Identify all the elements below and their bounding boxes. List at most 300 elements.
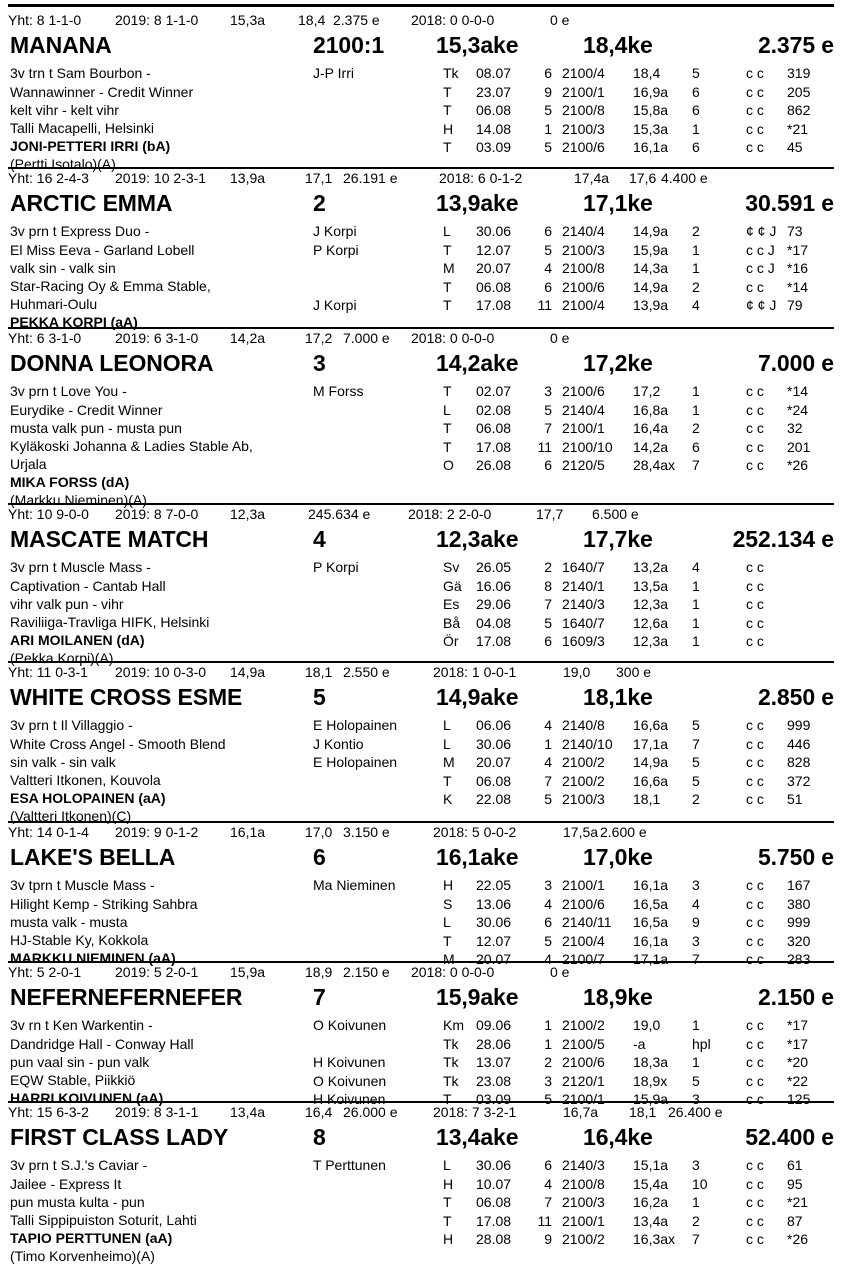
- start-track-number: 3: [544, 877, 552, 893]
- start-driver: O Koivunen: [313, 1017, 387, 1033]
- start-odds: 828: [787, 754, 811, 770]
- stats-field: Yht: 16 2-4-3: [8, 170, 89, 186]
- start-track: M: [443, 754, 455, 770]
- best-time: 13,9ake: [436, 190, 519, 216]
- start-distance: 1609/3: [562, 633, 605, 649]
- stats-field: 19,0: [563, 664, 591, 680]
- start-placing: 1: [692, 614, 700, 631]
- start-track-number: 2: [544, 559, 552, 575]
- start-placing: 1: [692, 1017, 700, 1033]
- start-shoes: c c: [746, 65, 764, 81]
- start-time: 12,3a: [633, 596, 669, 612]
- start-track-number: 4: [544, 754, 552, 770]
- entry-divider: [8, 821, 834, 823]
- start-date: 10.07: [476, 1175, 512, 1192]
- start-number: 6: [313, 844, 326, 870]
- stats-field: 18,1: [305, 664, 333, 680]
- stats-field: 15,3a: [230, 12, 266, 28]
- best-time: 15,9ake: [436, 984, 519, 1010]
- start-shoes: c c: [746, 278, 764, 295]
- start-track-number: 5: [544, 932, 552, 949]
- start-time: 16,4a: [633, 420, 669, 436]
- start-odds: *22: [787, 1072, 809, 1089]
- stats-field: 15,9a: [230, 964, 266, 980]
- start-track-number: 5: [544, 401, 552, 418]
- start-distance: 2100/3: [562, 241, 605, 258]
- start-placing: 9: [692, 914, 700, 930]
- stats-field: 0 e: [550, 330, 570, 346]
- start-date: 06.08: [476, 102, 512, 118]
- start-track-number: 9: [544, 1231, 552, 1247]
- start-placing: 1: [692, 633, 700, 649]
- start-track-number: 3: [544, 1072, 552, 1089]
- start-track: T: [443, 1194, 452, 1210]
- start-placing: 3: [692, 932, 700, 949]
- start-distance: 2100/1: [562, 420, 605, 436]
- start-time: 17,1a: [633, 951, 669, 967]
- start-placing: 7: [692, 951, 700, 967]
- start-time: 18,9x: [633, 1072, 668, 1089]
- stats-field: Yht: 15 6-3-2: [8, 1104, 89, 1120]
- stats-field: 4.400 e: [661, 170, 708, 186]
- best-time: 16,1ake: [436, 844, 519, 870]
- start-date: 30.06: [476, 223, 512, 239]
- start-track-number: 6: [544, 457, 552, 473]
- start-time: 12,3a: [633, 633, 669, 649]
- horse-info-line: Wannawinner - Credit Winner: [10, 84, 194, 100]
- start-track: Sv: [443, 559, 460, 575]
- total-earnings: 30.591 e: [745, 190, 834, 216]
- horse-info-line: Talli Macapelli, Helsinki: [10, 120, 154, 136]
- average-time: 18,9ke: [583, 984, 653, 1010]
- average-time: 17,1ke: [583, 190, 653, 216]
- trainer-driver: JONI-PETTERI IRRI (bA): [10, 138, 171, 154]
- best-time: 14,2ake: [436, 350, 519, 376]
- start-driver: J Korpi: [313, 297, 357, 313]
- start-shoes: c c: [746, 596, 764, 612]
- start-track: H: [443, 877, 454, 893]
- stats-field: 0 e: [550, 964, 570, 980]
- start-odds: *21: [787, 120, 809, 137]
- start-track-number: 5: [544, 139, 552, 155]
- stats-field: 2.550 e: [343, 664, 390, 680]
- start-shoes: ¢ ¢ J: [746, 297, 777, 313]
- start-placing: 1: [692, 383, 700, 399]
- start-date: 06.08: [476, 420, 512, 436]
- horse-info-line: 3v prn t S.J.'s Caviar -: [10, 1157, 148, 1173]
- horse-info-line: Dandridge Hall - Conway Hall: [10, 1036, 194, 1052]
- start-distance: 2140/3: [562, 596, 605, 612]
- start-placing: 6: [692, 438, 700, 455]
- start-track-number: 4: [544, 1175, 552, 1192]
- race-program-page: [8, 0, 834, 1264]
- start-shoes: c c: [746, 633, 764, 649]
- start-driver: J-P Irri: [313, 65, 354, 81]
- stats-field: 2019: 8 1-1-0: [115, 12, 199, 28]
- start-odds: *16: [787, 260, 809, 276]
- trainer-driver: MARKKU NIEMINEN (aA): [10, 950, 176, 966]
- average-time: 17,0ke: [583, 844, 653, 870]
- start-odds: 51: [787, 791, 803, 807]
- start-date: 06.08: [476, 278, 512, 295]
- start-distance: 2120/5: [562, 457, 605, 473]
- start-distance: 2100/10: [562, 438, 613, 455]
- start-track: Tk: [443, 65, 459, 81]
- stats-field: 2019: 6 3-1-0: [115, 330, 199, 346]
- start-shoes: c c: [746, 1072, 764, 1089]
- start-distance: 2100/3: [562, 791, 605, 807]
- total-earnings: 52.400 e: [745, 1124, 834, 1150]
- start-track-number: 7: [544, 772, 552, 789]
- stats-field: Yht: 5 2-0-1: [8, 964, 82, 980]
- start-placing: 4: [692, 297, 700, 313]
- start-track-number: 7: [544, 420, 552, 436]
- start-shoes: c c: [746, 1017, 764, 1033]
- start-driver: O Koivunen: [313, 1072, 387, 1089]
- start-placing: 6: [692, 83, 700, 100]
- start-distance: 2120/1: [562, 1072, 605, 1089]
- start-track-number: 11: [537, 438, 552, 455]
- start-track: L: [443, 717, 451, 733]
- start-odds: 446: [787, 735, 811, 752]
- start-placing: 5: [692, 1072, 700, 1089]
- start-time: 18,3a: [633, 1054, 669, 1070]
- start-distance: 2140/4: [562, 401, 605, 418]
- stats-field: 18,1: [629, 1104, 657, 1120]
- horse-info-line: El Miss Eeva - Garland Lobell: [10, 242, 195, 258]
- start-time: 28,4ax: [633, 457, 676, 473]
- start-shoes: c c: [746, 1035, 764, 1052]
- start-distance: 2140/11: [562, 914, 612, 930]
- stats-field: 26.191 e: [343, 170, 398, 186]
- start-shoes: c c J: [746, 241, 775, 258]
- start-odds: *24: [787, 401, 809, 418]
- stats-field: 18,9: [305, 964, 333, 980]
- start-distance: 2100/2: [562, 1231, 605, 1247]
- stats-field: 2019: 5 2-0-1: [115, 964, 199, 980]
- start-time: 14,9a: [633, 223, 669, 239]
- stats-field: 245.634 e: [308, 506, 371, 522]
- horse-info-line: Kyläkoski Johanna & Ladies Stable Ab,: [10, 438, 253, 454]
- start-odds: *17: [787, 1035, 809, 1052]
- start-distance: 2100/8: [562, 102, 605, 118]
- start-date: 26.08: [476, 457, 512, 473]
- start-track: T: [443, 102, 452, 118]
- stats-field: 2019: 8 7-0-0: [115, 506, 199, 522]
- start-distance: 2100/8: [562, 260, 605, 276]
- start-shoes: c c: [746, 1157, 764, 1173]
- start-shoes: c c: [746, 791, 764, 807]
- stats-field: Yht: 8 1-1-0: [8, 12, 82, 28]
- start-date: 13.07: [476, 1054, 512, 1070]
- stats-field: 17,4a: [574, 170, 610, 186]
- start-shoes: c c: [746, 932, 764, 949]
- start-track: T: [443, 1212, 452, 1229]
- start-time: 14,9a: [633, 278, 669, 295]
- trainer-driver: ESA HOLOPAINEN (aA): [10, 790, 166, 806]
- stats-field: Yht: 6 3-1-0: [8, 330, 82, 346]
- start-time: 13,4a: [633, 1212, 669, 1229]
- start-track: L: [443, 1157, 451, 1173]
- start-distance: 2100/1: [562, 1212, 605, 1229]
- start-placing: 1: [692, 1194, 700, 1210]
- start-distance: 2100/1: [562, 1091, 605, 1107]
- stats-field: 26.400 e: [668, 1104, 723, 1120]
- start-odds: 372: [787, 772, 811, 789]
- start-time: 14,2a: [633, 438, 669, 455]
- horse-name: ARCTIC EMMA: [10, 190, 173, 216]
- average-time: 18,4ke: [583, 32, 653, 58]
- horse-info-line: musta valk - musta: [10, 914, 128, 930]
- start-track: T: [443, 241, 452, 258]
- start-track-number: 4: [544, 895, 552, 912]
- start-time: 15,4a: [633, 1175, 669, 1192]
- start-distance: 2100/4: [562, 932, 605, 949]
- start-shoes: c c: [746, 457, 764, 473]
- horse-info-line: pun vaal sin - pun valk: [10, 1054, 150, 1070]
- entry-divider: [8, 167, 834, 169]
- start-placing: 2: [692, 278, 700, 295]
- start-odds: 283: [787, 951, 811, 967]
- start-date: 13.06: [476, 895, 512, 912]
- start-driver: P Korpi: [313, 241, 359, 258]
- start-date: 17.08: [476, 1212, 512, 1229]
- total-earnings: 2.850 e: [757, 684, 834, 710]
- start-placing: 1: [692, 241, 700, 258]
- start-track: Tk: [443, 1035, 459, 1052]
- start-time: -a: [633, 1035, 646, 1052]
- start-placing: 1: [692, 596, 700, 612]
- start-track: O: [443, 457, 454, 473]
- horse-info-line: (Pekka Korpi)(A): [10, 650, 114, 666]
- start-shoes: c c J: [746, 260, 775, 276]
- stats-field: 2018: 0 0-0-0: [411, 12, 495, 28]
- start-distance: 2100/6: [562, 383, 605, 399]
- horse-info-line: Captivation - Cantab Hall: [10, 578, 166, 594]
- start-distance: 2140/1: [562, 577, 605, 594]
- start-driver: H Koivunen: [313, 1091, 386, 1107]
- start-track-number: 6: [544, 65, 552, 81]
- start-track: Tk: [443, 1054, 459, 1070]
- stats-field: 2018: 6 0-1-2: [439, 170, 523, 186]
- start-time: 15,8a: [633, 102, 669, 118]
- start-number: 5: [313, 684, 326, 710]
- start-shoes: c c: [746, 1054, 764, 1070]
- stats-field: 13,4a: [230, 1104, 266, 1120]
- stats-field: 17,5a: [563, 824, 599, 840]
- total-earnings: 5.750 e: [757, 844, 834, 870]
- start-track: S: [443, 895, 453, 912]
- horse-info-line: Urjala: [10, 456, 47, 472]
- entry-divider: [8, 661, 834, 663]
- stats-field: 14,2a: [230, 330, 266, 346]
- start-distance: 2100/6: [562, 1054, 605, 1070]
- start-track-number: 7: [544, 596, 552, 612]
- start-track-number: 11: [537, 1212, 552, 1229]
- start-date: 22.08: [476, 791, 512, 807]
- stats-field: 17,0: [305, 824, 333, 840]
- start-driver: T Perttunen: [313, 1157, 386, 1173]
- start-date: 20.07: [476, 260, 512, 276]
- trainer-driver: ARI MOILANEN (dA): [10, 632, 145, 648]
- start-driver: H Koivunen: [313, 1054, 386, 1070]
- start-track: Gä: [443, 577, 462, 594]
- start-time: 16,9a: [633, 83, 669, 100]
- start-shoes: c c: [746, 1194, 764, 1210]
- horse-info-line: Raviliiga-Travliga HIFK, Helsinki: [10, 614, 210, 630]
- start-distance: 2100/7: [562, 951, 605, 967]
- start-placing: 7: [692, 735, 700, 752]
- stats-field: 2019: 8 3-1-1: [115, 1104, 199, 1120]
- start-time: 13,2a: [633, 559, 669, 575]
- horse-info-line: musta valk pun - musta pun: [10, 420, 182, 436]
- start-shoes: c c: [746, 1175, 764, 1192]
- start-distance: 2100/6: [562, 278, 605, 295]
- start-time: 16,5a: [633, 914, 669, 930]
- start-time: 16,1a: [633, 932, 669, 949]
- start-distance: 2100/4: [562, 297, 605, 313]
- start-shoes: c c: [746, 559, 764, 575]
- start-shoes: ¢ ¢ J: [746, 223, 777, 239]
- total-earnings: 7.000 e: [757, 350, 834, 376]
- stats-field: 2018: 7 3-2-1: [433, 1104, 517, 1120]
- start-date: 06.08: [476, 1194, 512, 1210]
- average-time: 18,1ke: [583, 684, 653, 710]
- start-time: 16,1a: [633, 877, 669, 893]
- stats-field: 2.150 e: [343, 964, 390, 980]
- start-track-number: 4: [544, 717, 552, 733]
- start-track: T: [443, 383, 452, 399]
- start-odds: 999: [787, 717, 811, 733]
- start-track-number: 9: [544, 83, 552, 100]
- start-odds: 32: [787, 420, 803, 436]
- start-placing: 5: [692, 717, 700, 733]
- start-date: 23.08: [476, 1072, 512, 1089]
- horse-info-line: vihr valk pun - vihr: [10, 596, 124, 612]
- horse-name: DONNA LEONORA: [10, 350, 214, 376]
- start-time: 16,6a: [633, 772, 669, 789]
- start-track-number: 11: [537, 297, 552, 313]
- horse-info-line: 3v prn t Il Villaggio -: [10, 717, 133, 733]
- start-number: 7: [313, 984, 326, 1010]
- horse-name: MASCATE MATCH: [10, 526, 209, 552]
- stats-field: 17,2: [305, 330, 333, 346]
- start-distance: 2100/8: [562, 1175, 605, 1192]
- start-shoes: c c: [746, 120, 764, 137]
- start-shoes: c c: [746, 951, 764, 967]
- horse-info-line: Valtteri Itkonen, Kouvola: [10, 772, 161, 788]
- start-track: L: [443, 735, 451, 752]
- start-placing: 7: [692, 457, 700, 473]
- start-time: 16,6a: [633, 717, 669, 733]
- start-distance: 2100/2: [562, 754, 605, 770]
- start-track-number: 4: [544, 260, 552, 276]
- start-odds: 320: [787, 932, 811, 949]
- start-track-number: 1: [544, 735, 552, 752]
- start-shoes: c c: [746, 735, 764, 752]
- start-time: 18,1: [633, 791, 661, 807]
- stats-field: 2018: 0 0-0-0: [411, 330, 495, 346]
- stats-field: 6.500 e: [592, 506, 639, 522]
- stats-field: 2.600 e: [600, 824, 647, 840]
- horse-name: NEFERNEFERNEFER: [10, 984, 243, 1010]
- best-time: 14,9ake: [436, 684, 519, 710]
- horse-info-line: valk sin - valk sin: [10, 260, 116, 276]
- start-odds: *21: [787, 1194, 809, 1210]
- horse-info-line: (Pertti Isotalo)(A): [10, 156, 116, 172]
- start-time: 16,5a: [633, 895, 669, 912]
- horse-info-line: (Markku Nieminen)(A): [10, 492, 147, 508]
- trainer-driver: TAPIO PERTTUNEN (aA): [10, 1230, 173, 1246]
- start-date: 26.05: [476, 559, 512, 575]
- start-odds: 95: [787, 1175, 803, 1192]
- horse-info-line: Jailee - Express It: [10, 1176, 122, 1192]
- start-track-number: 5: [544, 102, 552, 118]
- horse-info-line: kelt vihr - kelt vihr: [10, 102, 119, 118]
- start-time: 17,1a: [633, 735, 669, 752]
- start-driver: Ma Nieminen: [313, 877, 396, 893]
- start-track-number: 2: [544, 1054, 552, 1070]
- total-earnings: 2.375 e: [757, 32, 834, 58]
- horse-info-line: Huhmari-Oulu: [10, 296, 98, 312]
- start-track-number: 6: [544, 1157, 552, 1173]
- start-track: L: [443, 914, 451, 930]
- start-track-number: 8: [544, 577, 552, 594]
- stats-field: 17,7: [536, 506, 564, 522]
- start-odds: 167: [787, 877, 811, 893]
- start-placing: 2: [692, 420, 700, 436]
- start-track-number: 3: [544, 383, 552, 399]
- horse-info-line: Talli Sippipuiston Soturit, Lahti: [10, 1212, 197, 1228]
- start-distance: 2100/1: [562, 877, 605, 893]
- start-shoes: c c: [746, 717, 764, 733]
- start-distance: 2100/6: [562, 139, 605, 155]
- stats-field: Yht: 14 0-1-4: [8, 824, 89, 840]
- best-time: 13,4ake: [436, 1124, 519, 1150]
- start-distance: 2140/4: [562, 223, 605, 239]
- stats-field: 2018: 0 0-0-0: [411, 964, 495, 980]
- horse-info-line: (Valtteri Itkonen)(C): [10, 808, 132, 824]
- start-time: 14,3a: [633, 260, 669, 276]
- horse-name: FIRST CLASS LADY: [10, 1124, 229, 1150]
- best-time: 15,3ake: [436, 32, 519, 58]
- start-time: 17,2: [633, 383, 661, 399]
- start-number: 4: [313, 526, 326, 552]
- start-driver: E Holopainen: [313, 754, 398, 770]
- start-distance: 2100/3: [562, 120, 605, 137]
- start-placing: 1: [692, 401, 700, 418]
- start-track: H: [443, 120, 454, 137]
- start-date: 16.06: [476, 577, 512, 594]
- start-shoes: c c: [746, 1091, 764, 1107]
- start-odds: 87: [787, 1212, 803, 1229]
- start-placing: 1: [692, 577, 700, 594]
- start-distance: 2100/4: [562, 65, 605, 81]
- start-track: M: [443, 260, 455, 276]
- entry-divider: [8, 503, 834, 505]
- start-distance: 2140/10: [562, 735, 613, 752]
- start-shoes: c c: [746, 139, 764, 155]
- start-track: T: [443, 1091, 452, 1107]
- stats-field: 18,4: [298, 12, 326, 28]
- stats-field: 26.000 e: [343, 1104, 398, 1120]
- start-time: 13,9a: [633, 297, 669, 313]
- start-date: 14.08: [476, 120, 512, 137]
- start-placing: 4: [692, 559, 700, 575]
- start-odds: 73: [787, 223, 803, 239]
- start-placing: 6: [692, 102, 700, 118]
- start-date: 22.05: [476, 877, 512, 893]
